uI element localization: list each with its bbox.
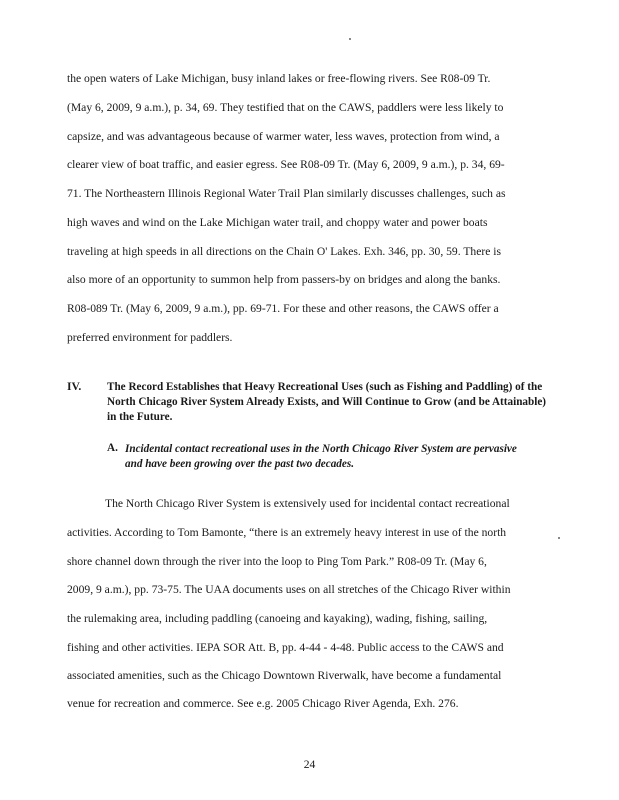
subsection-heading: Incidental contact recreational uses in the North Chicago River System are pervasive and have been growing over the past two decades.: [125, 443, 517, 470]
text-line: clearer view of boat traffic, and easier egress. See R08-09 Tr. (May 6, 2009, 9 a.m.), p. 34, 69-: [67, 158, 505, 171]
scan-speck: [349, 38, 351, 40]
text-line: 71. The Northeastern Illinois Regional Water Trail Plan similarly discusses challenges, such as: [67, 187, 506, 200]
text-line: 2009, 9 a.m.), pp. 73-75. The UAA documents uses on all stretches of the Chicago River within: [67, 583, 511, 596]
text-line: (May 6, 2009, 9 a.m.), p. 34, 69. They testified that on the CAWS, paddlers were less likely to: [67, 101, 504, 114]
page-number: 24: [303, 758, 316, 771]
text-line: traveling at high speeds in all directions on the Chain O' Lakes. Exh. 346, pp. 30, 59. There is: [67, 245, 501, 258]
text-line: venue for recreation and commerce. See e.g. 2005 Chicago River Agenda, Exh. 276.: [67, 697, 459, 710]
text-line: high waves and wind on the Lake Michigan water trail, and choppy water and power boats: [67, 216, 488, 229]
text-line: The North Chicago River System is extensively used for incidental contact recreational: [105, 497, 510, 510]
section-number: IV.: [67, 380, 82, 393]
text-line: R08-089 Tr. (May 6, 2009, 9 a.m.), pp. 69-71. For these and other reasons, the CAWS offer a: [67, 302, 499, 315]
text-line: activities. According to Tom Bamonte, “there is an extremely heavy interest in use of the north: [67, 526, 507, 539]
text-line: associated amenities, such as the Chicago Downtown Riverwalk, have become a fundamental: [67, 669, 502, 682]
text-line: capsize, and was advantageous because of warmer water, less waves, protection from wind, a: [67, 130, 500, 143]
text-line: fishing and other activities. IEPA SOR Att. B, pp. 4-44 - 4-48. Public access to the CAWS and: [67, 641, 504, 654]
subsection-label: A.: [107, 442, 118, 454]
scan-speck: [558, 537, 560, 539]
text-line: also more of an opportunity to summon help from passers-by on bridges and along the banks.: [67, 273, 501, 286]
text-line: preferred environment for paddlers.: [67, 331, 233, 344]
section-heading: The Record Establishes that Heavy Recreational Uses (such as Fishing and Paddling) of the North Chicago River System Already Exists, and Will Continue to Grow (and be Attainable) in the Future.: [107, 381, 547, 423]
text-line: the rulemaking area, including paddling (canoeing and kayaking), wading, fishing, sailing,: [67, 612, 488, 625]
text-line: shore channel down through the river into the loop to Ping Tom Park.” R08-09 Tr. (May 6,: [67, 555, 487, 568]
text-line: the open waters of Lake Michigan, busy inland lakes or free-flowing rivers. See R08-09 Tr.: [67, 72, 491, 85]
